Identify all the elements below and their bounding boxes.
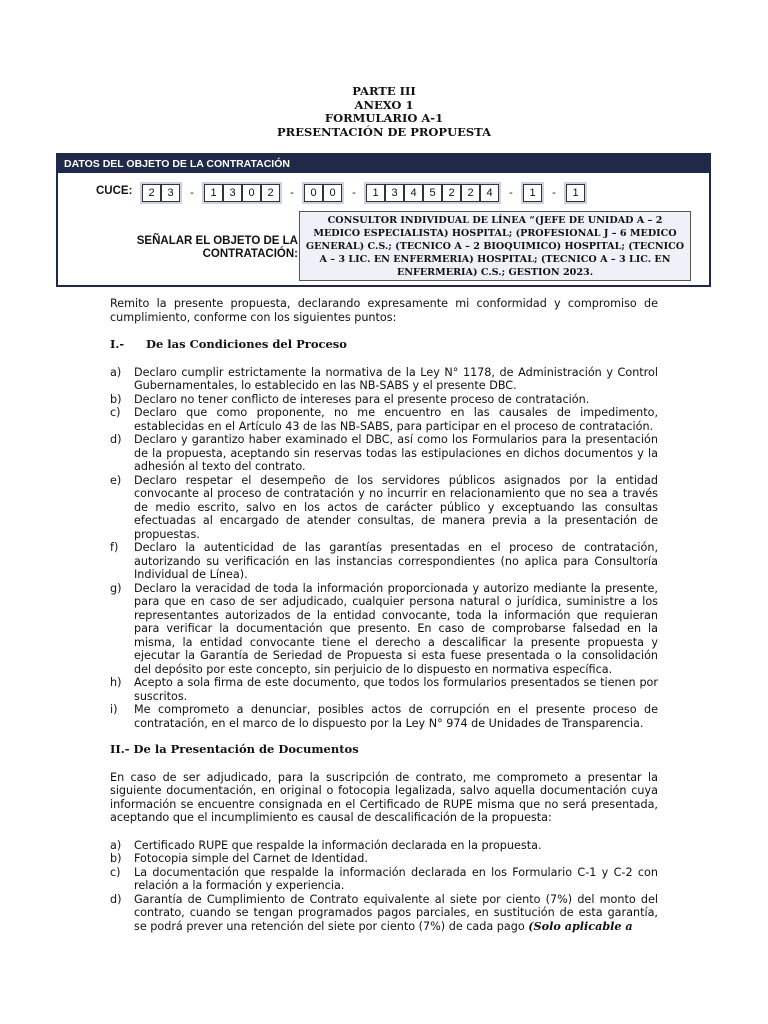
cuce-digit: 2	[142, 184, 161, 202]
condition-item	[110, 393, 658, 407]
document-item	[110, 893, 658, 934]
document-body	[110, 297, 658, 933]
cuce-digit: 3	[161, 184, 180, 202]
cuce-digit: 2	[442, 184, 461, 202]
section-1-list	[110, 366, 658, 731]
condition-item	[110, 433, 658, 474]
item-text: Declaro cumplir estrictamente la normativa de la Ley N° 1178, de Administración y Control Gubernamentales, lo establecido en las NB-SABS y el presente DBC.	[134, 365, 658, 392]
cuce-digit: 1	[204, 184, 223, 202]
condition-item	[110, 582, 658, 677]
item-text: La documentación que respalde la información declarada en los Formulario C-1 y C-2 con relación a la formación y experiencia.	[134, 865, 658, 892]
cuce-digit: 5	[423, 184, 442, 202]
document-item	[110, 866, 658, 893]
cuce-digit: 3	[385, 184, 404, 202]
intro-paragraph: Remito la presente propuesta, declarando expresamente mi conformidad y compromiso de cumplimiento, conforme con los siguientes puntos:	[110, 297, 658, 324]
cuce-digit: 1	[566, 184, 585, 202]
item-text: Me comprometo a denunciar, posibles actos de corrupción en el presente proceso de contratación, en el marco de lo dispuesto por la Ley N° 974 de Unidades de Transparencia.	[134, 703, 658, 730]
item-letter: a)	[110, 365, 122, 379]
item-emphasis: (Solo aplicable a	[528, 918, 633, 933]
cuce-group	[364, 182, 501, 204]
cuce-separator: -	[552, 187, 556, 199]
item-letter: d)	[110, 892, 122, 906]
cuce-digit: 2	[461, 184, 480, 202]
cuce-group	[302, 182, 344, 204]
section-2-list	[110, 839, 658, 934]
condition-item	[110, 541, 658, 582]
cuce-label: CUCE:	[96, 185, 133, 197]
item-text: Garantía de Cumplimiento de Contrato equivalente al siete por ciento (7%) del monto del contrato, cuando se tengan programados pagos parciales, en sustitución de esta garantía, se podrá prever una retención del siete por ciento (7%) de cada pago (Solo aplicable a	[134, 892, 658, 933]
section-2-heading: II.- De la Presentación de Documentos	[110, 742, 359, 756]
cuce-group	[521, 182, 544, 204]
item-letter: i)	[110, 703, 118, 716]
condition-item	[110, 366, 658, 393]
item-text: Declaro respetar el desempeño de los servidores públicos asignados por la entidad convocante al proceso de contratación y no incurrir en relacionamiento que no sea a través de medio escrito, salvo en los actos de carácter público y exceptuando las consultas efectuadas al encargado de atender consultas, de manera previa a la presentación de propuestas.	[134, 473, 658, 541]
cuce-group	[564, 182, 587, 204]
condition-item	[110, 703, 658, 730]
item-letter: b)	[110, 392, 122, 406]
object-description: CONSULTOR INDIVIDUAL DE LÍNEA “(JEFE DE UNIDAD A – 2 MEDICO ESPECIALISTA) HOSPITAL; (PROFESIONAL J – 6 MEDICO GENERAL) C.S.; (TECNICO A – 2 BIOQUIMICO) HOSPITAL; (TECNICO A – 3 LIC. EN ENFERMERIA) HOSPITAL; (TECNICO A – 3 LIC. EN ENFERMERIA) C.S.; GESTION 2023.	[299, 211, 691, 281]
item-letter: f)	[110, 541, 119, 554]
cuce-code	[140, 182, 587, 204]
item-letter: c)	[110, 406, 121, 419]
item-text: Fotocopia simple del Carnet de Identidad.	[134, 852, 368, 865]
title-presentacion: PRESENTACIÓN DE PROPUESTA	[276, 124, 492, 139]
object-label: SEÑALAR EL OBJETO DE LA CONTRATACIÓN:	[136, 235, 298, 260]
cuce-digit: 1	[523, 184, 542, 202]
cuce-digit: 1	[366, 184, 385, 202]
document-item	[110, 839, 658, 853]
cuce-group	[202, 182, 282, 204]
document-title-block	[0, 85, 768, 139]
document-item	[110, 852, 658, 866]
contract-data-header: DATOS DEL OBJETO DE LA CONTRATACIÓN	[58, 155, 709, 173]
item-letter: a)	[110, 838, 122, 852]
item-text: Declaro la autenticidad de las garantías presentadas en el proceso de contratación, autorizando su verificación en las instancias correspondientes (no aplica para Consultoría Individual de Línea).	[134, 541, 658, 581]
condition-item	[110, 474, 658, 542]
item-letter: d)	[110, 433, 122, 446]
item-text: Declaro no tener conflicto de intereses para el presente proceso de contratación.	[134, 392, 590, 406]
cuce-digit: 2	[261, 184, 280, 202]
item-text: Declaro la veracidad de toda la información proporcionada y autorizo mediante la presente, para que en caso de ser adjudicado, cualquier persona natural o jurídica, suministre a los representantes autorizados de la entidad convocante, toda la información que requieran para verificar la documentación que presento. En caso de comprobarse falsedad en la misma, la entidad convocante tiene el derecho a descalificar la presente propuesta y ejecutar la Garantía de Seriedad de Propuesta si esta fuese presentada o la consolidación del depósito por este concepto, sin perjuicio de lo dispuesto en normativa específica.	[134, 581, 658, 676]
item-text: Declaro y garantizo haber examinado el DBC, así como los Formularios para la presentación de la propuesta, aceptando sin reservas todas las estipulaciones en dichos documentos y la adhesión al texto del contrato.	[134, 433, 658, 473]
item-letter: g)	[110, 581, 122, 595]
condition-item	[110, 406, 658, 433]
cuce-group	[140, 182, 182, 204]
item-text: Acepto a sola firma de este documento, que todos los formularios presentados se tienen por suscritos.	[134, 676, 658, 703]
cuce-separator: -	[190, 187, 194, 199]
title-anexo: ANEXO 1	[354, 97, 414, 112]
condition-item	[110, 676, 658, 703]
item-text: Declaro que como proponente, no me encuentro en las causales de impedimento, establecidas en el Artículo 43 de las NB-SABS, para participar en el proceso de contratación.	[134, 406, 658, 433]
cuce-digit: 0	[304, 184, 323, 202]
title-parte: PARTE III	[352, 84, 416, 98]
title-formulario: FORMULARIO A-1	[324, 111, 444, 125]
section-2-intro: En caso de ser adjudicado, para la suscripción de contrato, me comprometo a presentar la siguiente documentación, en original o fotocopia legalizada, salvo aquella documentación cuya información se encuentre consignada en el Certificado de RUPE misma que no será presentada, aceptando que el incumplimiento es causal de descalificación de la propuesta:	[110, 770, 658, 824]
item-letter: e)	[110, 473, 122, 487]
cuce-separator: -	[290, 187, 294, 199]
cuce-digit: 4	[404, 184, 423, 202]
item-letter: h)	[110, 676, 122, 689]
cuce-separator: -	[352, 187, 356, 199]
section-1-title: De las Condiciones del Proceso	[146, 337, 347, 351]
item-text: Certificado RUPE que respalde la información declarada en la propuesta.	[134, 838, 542, 852]
item-letter: c)	[110, 865, 121, 879]
item-letter: b)	[110, 852, 122, 865]
section-1-number: I.-	[110, 337, 125, 351]
cuce-separator: -	[509, 187, 513, 199]
cuce-digit: 4	[480, 184, 499, 202]
section-1-heading	[110, 338, 658, 352]
cuce-digit: 3	[223, 184, 242, 202]
cuce-digit: 0	[323, 184, 342, 202]
contract-data-box	[56, 153, 711, 287]
cuce-digit: 0	[242, 184, 261, 202]
